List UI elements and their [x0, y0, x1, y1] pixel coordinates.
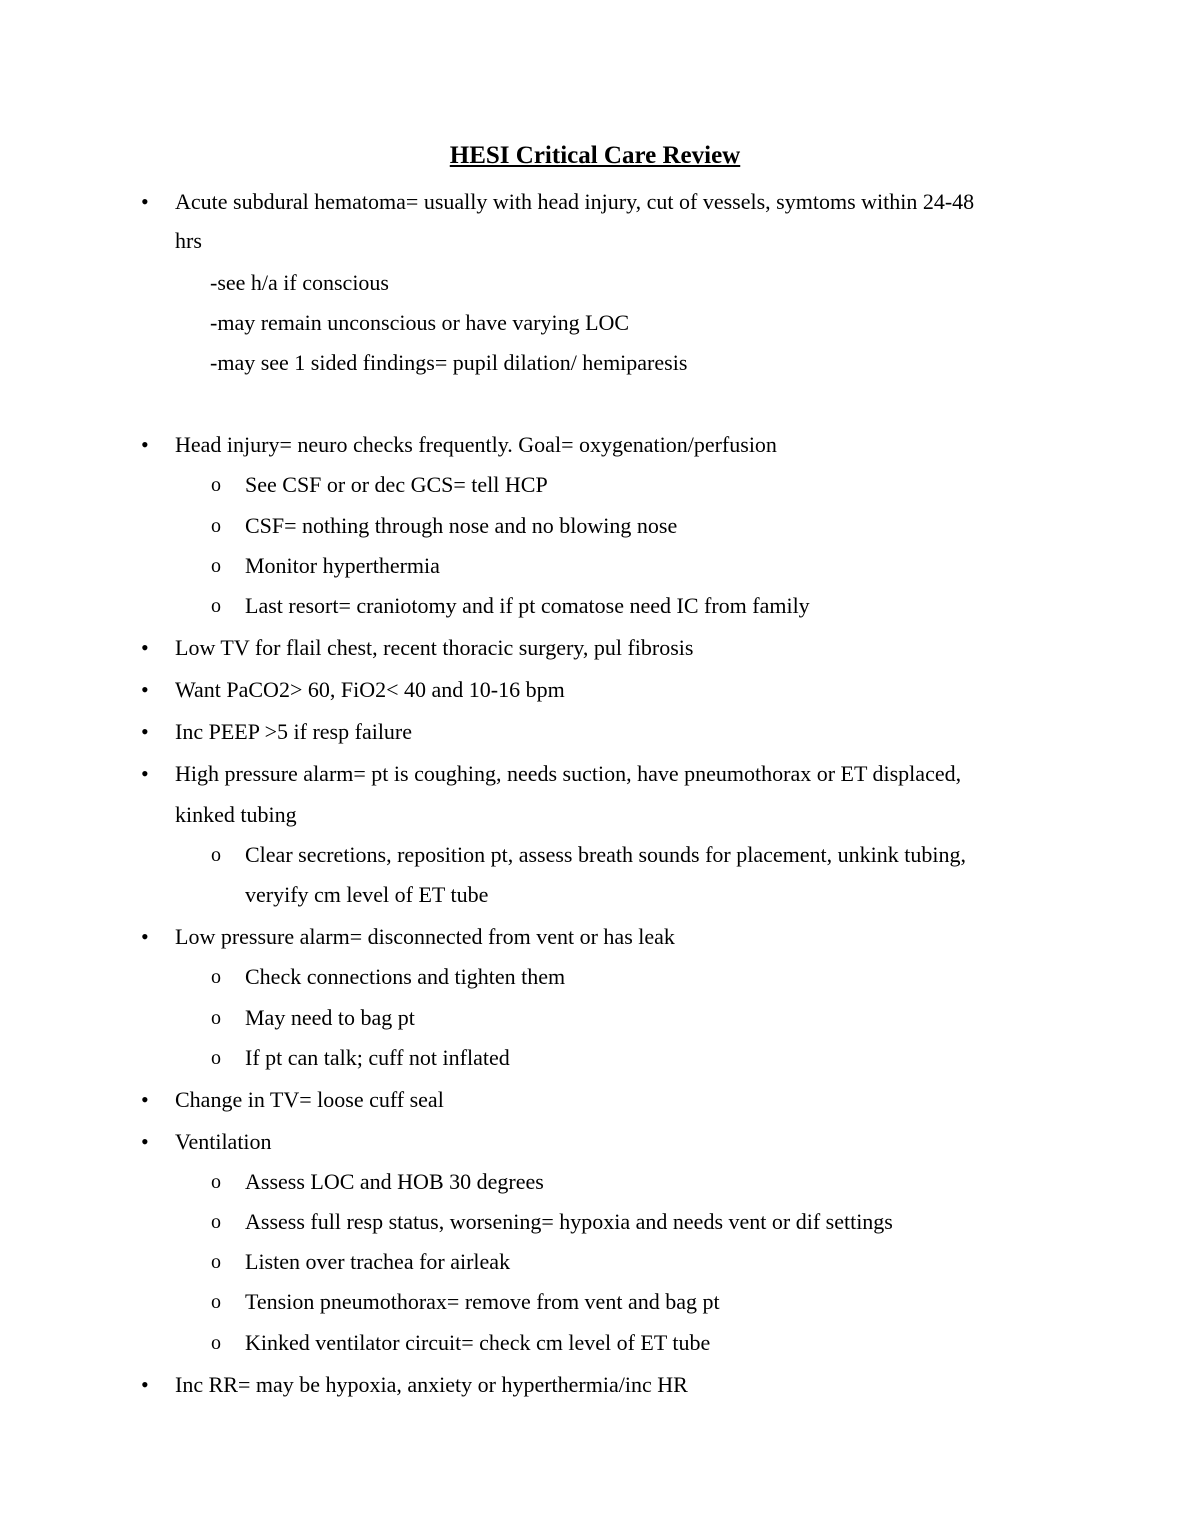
sub-list-item: Tension pneumothorax= remove from vent and bag pt	[245, 1289, 720, 1314]
sub-bullet-icon: o	[211, 474, 221, 496]
sub-bullet-icon: o	[211, 844, 221, 866]
sub-list-item: Clear secretions, reposition pt, assess breath sounds for placement, unkink tubing,	[245, 842, 966, 867]
note-line: -may remain unconscious or have varying LOC	[210, 310, 630, 335]
list-item-continuation: hrs	[175, 228, 202, 253]
bullet-icon: •	[141, 432, 149, 457]
sub-bullet-icon: o	[211, 595, 221, 617]
page-title: HESI Critical Care Review	[449, 142, 741, 169]
sub-list-item: Last resort= craniotomy and if pt comatose need IC from family	[245, 593, 810, 618]
sub-bullet-icon: o	[211, 1332, 221, 1354]
sub-list-item: Monitor hyperthermia	[245, 553, 440, 578]
list-item: Inc PEEP >5 if resp failure	[175, 719, 413, 744]
list-item: Inc RR= may be hypoxia, anxiety or hyperthermia/inc HR	[175, 1372, 688, 1397]
sub-bullet-icon: o	[211, 966, 221, 988]
sub-list-item: May need to bag pt	[245, 1005, 415, 1030]
bullet-icon: •	[141, 635, 149, 660]
list-item-continuation: kinked tubing	[175, 802, 297, 827]
bullet-icon: •	[141, 719, 149, 744]
bullet-icon: •	[141, 189, 149, 214]
sub-list-item: Assess LOC and HOB 30 degrees	[245, 1169, 544, 1194]
list-item: Change in TV= loose cuff seal	[175, 1087, 444, 1112]
sub-bullet-icon: o	[211, 555, 221, 577]
list-item: Head injury= neuro checks frequently. Goal= oxygenation/perfusion	[175, 432, 777, 457]
list-item: Low TV for flail chest, recent thoracic surgery, pul fibrosis	[175, 635, 694, 660]
sub-bullet-icon: o	[211, 1171, 221, 1193]
sub-bullet-icon: o	[211, 1291, 221, 1313]
bullet-icon: •	[141, 1087, 149, 1112]
sub-list-item: If pt can talk; cuff not inflated	[245, 1045, 510, 1070]
bullet-icon: •	[141, 1129, 149, 1154]
sub-list-item: Kinked ventilator circuit= check cm level of ET tube	[245, 1330, 711, 1355]
list-item: Ventilation	[175, 1129, 272, 1154]
list-item: Low pressure alarm= disconnected from vent or has leak	[175, 924, 675, 949]
list-item: Acute subdural hematoma= usually with head injury, cut of vessels, symtoms within 24-48	[175, 189, 975, 214]
sub-bullet-icon: o	[211, 1007, 221, 1029]
list-item: Want PaCO2> 60, FiO2< 40 and 10-16 bpm	[175, 677, 565, 702]
sub-list-item: See CSF or or dec GCS= tell HCP	[245, 472, 548, 497]
note-line: -may see 1 sided findings= pupil dilation/ hemiparesis	[210, 350, 688, 375]
bullet-icon: •	[141, 924, 149, 949]
bullet-icon: •	[141, 1372, 149, 1397]
sub-list-item: Check connections and tighten them	[245, 964, 566, 989]
sub-list-item: CSF= nothing through nose and no blowing nose	[245, 513, 678, 538]
bullet-icon: •	[141, 761, 149, 786]
sub-list-item: Assess full resp status, worsening= hypoxia and needs vent or dif settings	[245, 1209, 893, 1234]
note-line: -see h/a if conscious	[210, 270, 389, 295]
sub-bullet-icon: o	[211, 1211, 221, 1233]
sub-list-item-continuation: veryify cm level of ET tube	[245, 882, 489, 907]
sub-bullet-icon: o	[211, 1047, 221, 1069]
bullet-icon: •	[141, 677, 149, 702]
sub-bullet-icon: o	[211, 1251, 221, 1273]
sub-bullet-icon: o	[211, 515, 221, 537]
sub-list-item: Listen over trachea for airleak	[245, 1249, 511, 1274]
list-item: High pressure alarm= pt is coughing, needs suction, have pneumothorax or ET displaced,	[175, 761, 962, 786]
